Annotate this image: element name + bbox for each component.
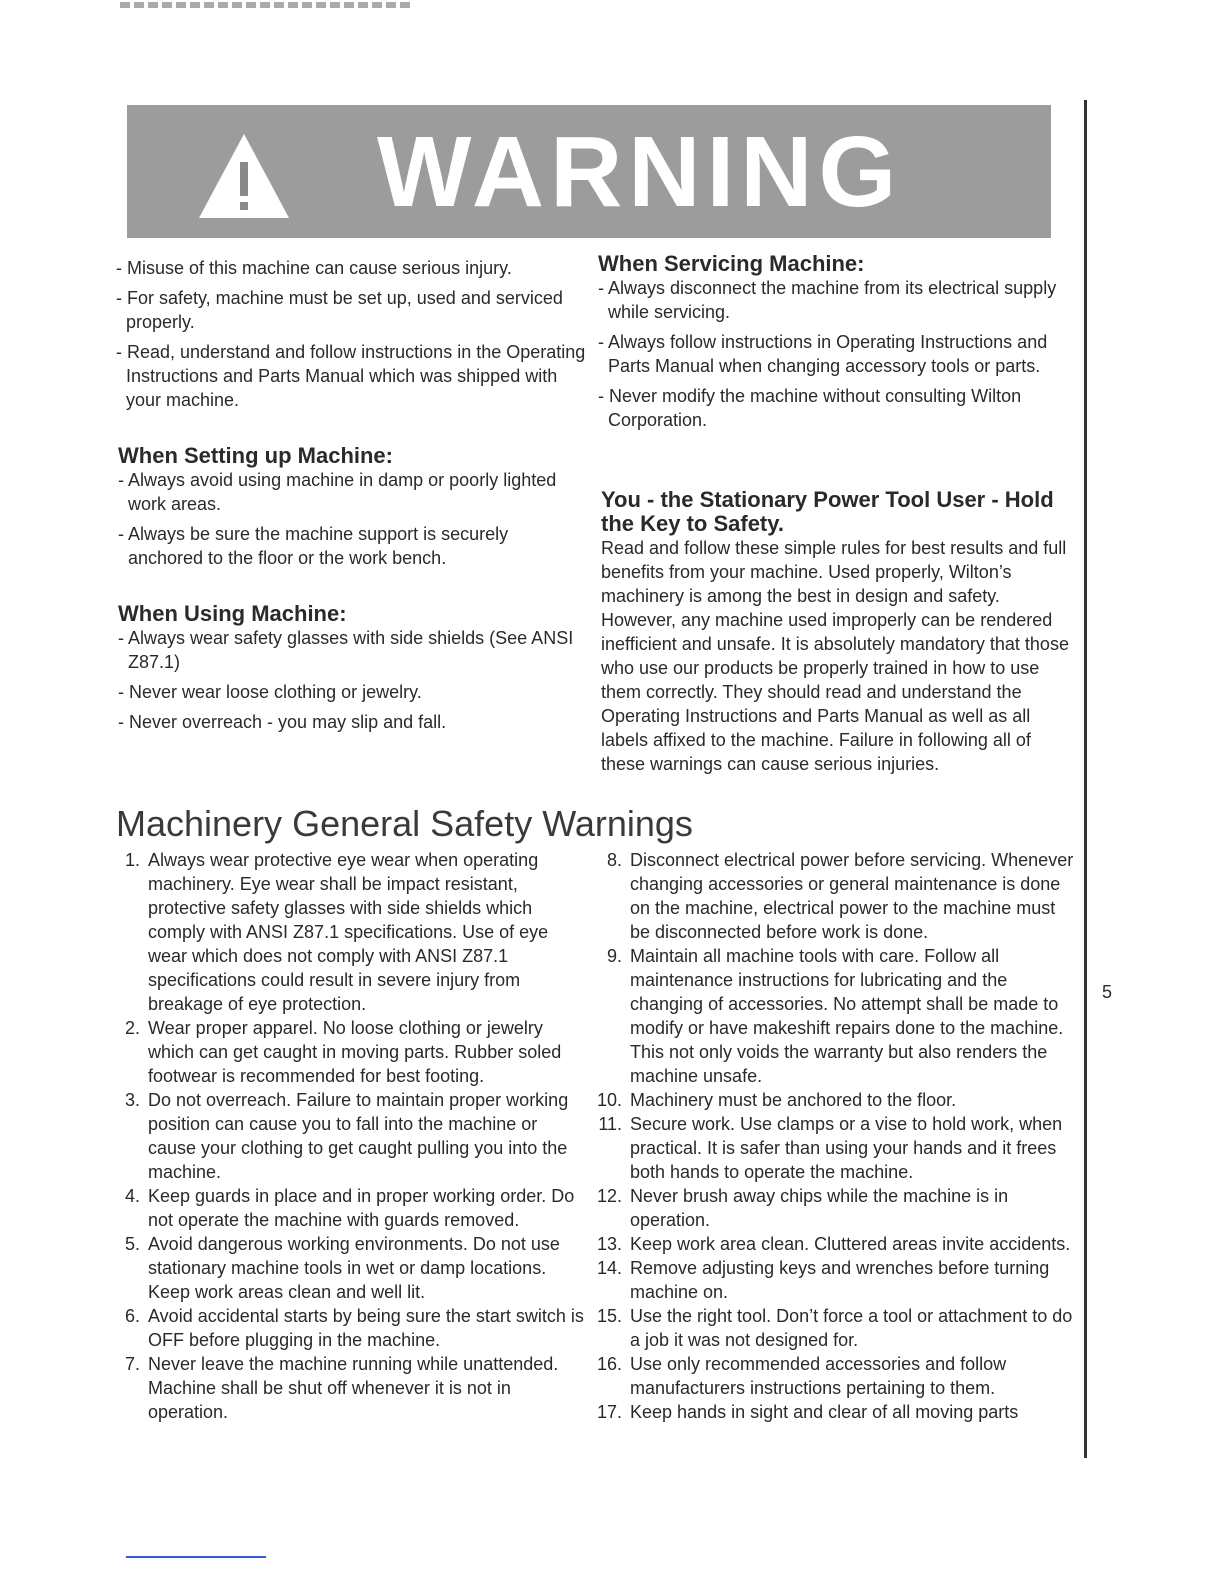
safety-rule <box>110 848 590 1016</box>
safety-rule <box>592 1088 1074 1112</box>
rule-text: Never leave the machine running while unattended. Machine shall be shut off whenever it is not in operation. <box>148 1354 559 1422</box>
margin-rule <box>1084 100 1087 1458</box>
safety-rule <box>592 1352 1074 1400</box>
servicing-section <box>598 252 1068 438</box>
using-item: - Never wear loose clothing or jewelry. <box>118 682 422 702</box>
servicing-item: - Always disconnect the machine from its electrical supply while servicing. <box>598 278 1057 322</box>
rule-text: Keep work area clean. Cluttered areas invite accidents. <box>630 1234 1071 1254</box>
rule-number: 17. <box>596 1402 622 1422</box>
rules-right <box>592 848 1074 1424</box>
rule-number: 4. <box>124 1186 140 1206</box>
rule-text: Remove adjusting keys and wrenches before turning machine on. <box>630 1258 1050 1302</box>
safety-rule <box>592 1112 1074 1184</box>
safety-rule <box>110 1016 590 1088</box>
rule-number: 14. <box>596 1258 622 1278</box>
rule-number: 15. <box>596 1306 622 1326</box>
rule-number: 2. <box>124 1018 140 1038</box>
rule-number: 10. <box>596 1090 622 1110</box>
rule-number: 13. <box>596 1234 622 1254</box>
safety-rule <box>110 1352 590 1424</box>
warning-title: WARNING <box>377 116 903 228</box>
servicing-item: - Never modify the machine without consulting Wilton Corporation. <box>598 386 1022 430</box>
rule-number: 7. <box>124 1354 140 1374</box>
key-safety-text: Read and follow these simple rules for best results and full benefits from your machine. Used properly, Wilton’s machinery is among the best in design and safety. However, any machine used improperly can be rendered inefficient and unsafe. It is absolutely mandatory that those who use our products be properly trained in how to use them correctly. They should read and understand the Operating Instructions and Parts Manual as well as all labels affixed to the machine. Failure in following all of these warnings can cause serious injuries. <box>601 538 1069 774</box>
warning-banner <box>127 105 1051 238</box>
servicing-heading: When Servicing Machine: <box>598 251 865 276</box>
warning-triangle-icon <box>197 132 291 220</box>
general-bullet: - For safety, machine must be set up, used and serviced properly. <box>116 288 563 332</box>
rule-text: Secure work. Use clamps or a vise to hold work, when practical. It is safer than using your hands and it frees both hands to operate the machine. <box>630 1114 1063 1182</box>
page-number: 5 <box>1102 982 1113 1002</box>
safety-rule <box>110 1232 590 1304</box>
safety-rule <box>592 1232 1074 1256</box>
rule-text: Always wear protective eye wear when operating machinery. Eye wear shall be impact resistant, protective safety glasses with side shields which comply with ANSI Z87.1 specifications. Use of eye wear which does not comply with ANSI Z87.1 specifications could result in severe injury from breakage of eye protection. <box>148 850 549 1014</box>
using-item: - Never overreach - you may slip and fall. <box>118 712 447 732</box>
key-safety-section <box>601 488 1071 776</box>
general-bullets <box>116 256 586 418</box>
rule-text: Maintain all machine tools with care. Follow all maintenance instructions for lubricating and the changing of accessories. No attempt shall be made to modify or have makeshift repairs done to the machine. This not only voids the warranty but also renders the machine unsafe. <box>630 946 1064 1086</box>
key-safety-heading: You - the Stationary Power Tool User - Hold the Key to Safety. <box>601 487 1054 536</box>
setting-up-item: - Always avoid using machine in damp or poorly lighted work areas. <box>118 470 557 514</box>
safety-rule <box>592 1184 1074 1232</box>
safety-rule <box>592 1304 1074 1352</box>
rule-number: 5. <box>124 1234 140 1254</box>
using-item: - Always wear safety glasses with side shields (See ANSI Z87.1) <box>118 628 574 672</box>
general-bullet: - Read, understand and follow instructions in the Operating Instructions and Parts Manual which was shipped with your machine. <box>116 342 586 410</box>
general-bullet: - Misuse of this machine can cause serious injury. <box>116 258 512 278</box>
rule-text: Wear proper apparel. No loose clothing or jewelry which can get caught in moving parts. Rubber soled footwear is recommended for best footing. <box>148 1018 562 1086</box>
general-warnings-title: Machinery General Safety Warnings <box>116 803 693 844</box>
rule-text: Keep guards in place and in proper working order. Do not operate the machine with guards removed. <box>148 1186 575 1230</box>
rule-number: 12. <box>596 1186 622 1206</box>
using-heading: When Using Machine: <box>118 601 347 626</box>
setting-up-section <box>118 444 588 576</box>
rule-number: 16. <box>596 1354 622 1374</box>
servicing-item: - Always follow instructions in Operating Instructions and Parts Manual when changing accessory tools or parts. <box>598 332 1048 376</box>
rule-text: Avoid dangerous working environments. Do not use stationary machine tools in wet or damp locations. Keep work areas clean and well lit. <box>148 1234 560 1302</box>
rule-number: 3. <box>124 1090 140 1110</box>
rule-text: Disconnect electrical power before servicing. Whenever changing accessories or general maintenance is done on the machine, electrical power to the machine must be disconnected before work is done. <box>630 850 1074 942</box>
rules-left <box>110 848 590 1424</box>
rule-text: Use only recommended accessories and follow manufacturers instructions pertaining to them. <box>630 1354 1007 1398</box>
rule-text: Do not overreach. Failure to maintain proper working position can cause you to fall into the machine or cause your clothing to get caught pulling you into the machine. <box>148 1090 569 1182</box>
rule-text: Avoid accidental starts by being sure the start switch is OFF before plugging in the machine. <box>148 1306 584 1350</box>
rule-text: Use the right tool. Don’t force a tool or attachment to do a job it was not designed for. <box>630 1306 1073 1350</box>
scan-artifact-top <box>120 2 410 8</box>
scan-artifact-bottom <box>126 1556 266 1558</box>
safety-rule <box>110 1184 590 1232</box>
safety-rule <box>592 1400 1074 1424</box>
rule-text: Machinery must be anchored to the floor. <box>630 1090 957 1110</box>
safety-rule <box>592 1256 1074 1304</box>
safety-rule <box>110 1088 590 1184</box>
setting-up-heading: When Setting up Machine: <box>118 443 393 468</box>
using-section <box>118 602 588 740</box>
rule-number: 11. <box>598 1114 622 1134</box>
rule-number: 9. <box>606 946 622 966</box>
safety-rule <box>110 1304 590 1352</box>
safety-rule <box>592 944 1074 1088</box>
rule-text: Never brush away chips while the machine is in operation. <box>630 1186 1009 1230</box>
rule-number: 6. <box>124 1306 140 1326</box>
rule-number: 8. <box>606 850 622 870</box>
safety-rule <box>592 848 1074 944</box>
setting-up-item: - Always be sure the machine support is securely anchored to the floor or the work bench. <box>118 524 509 568</box>
rule-number: 1. <box>124 850 140 870</box>
rule-text: Keep hands in sight and clear of all moving parts <box>630 1402 1019 1422</box>
